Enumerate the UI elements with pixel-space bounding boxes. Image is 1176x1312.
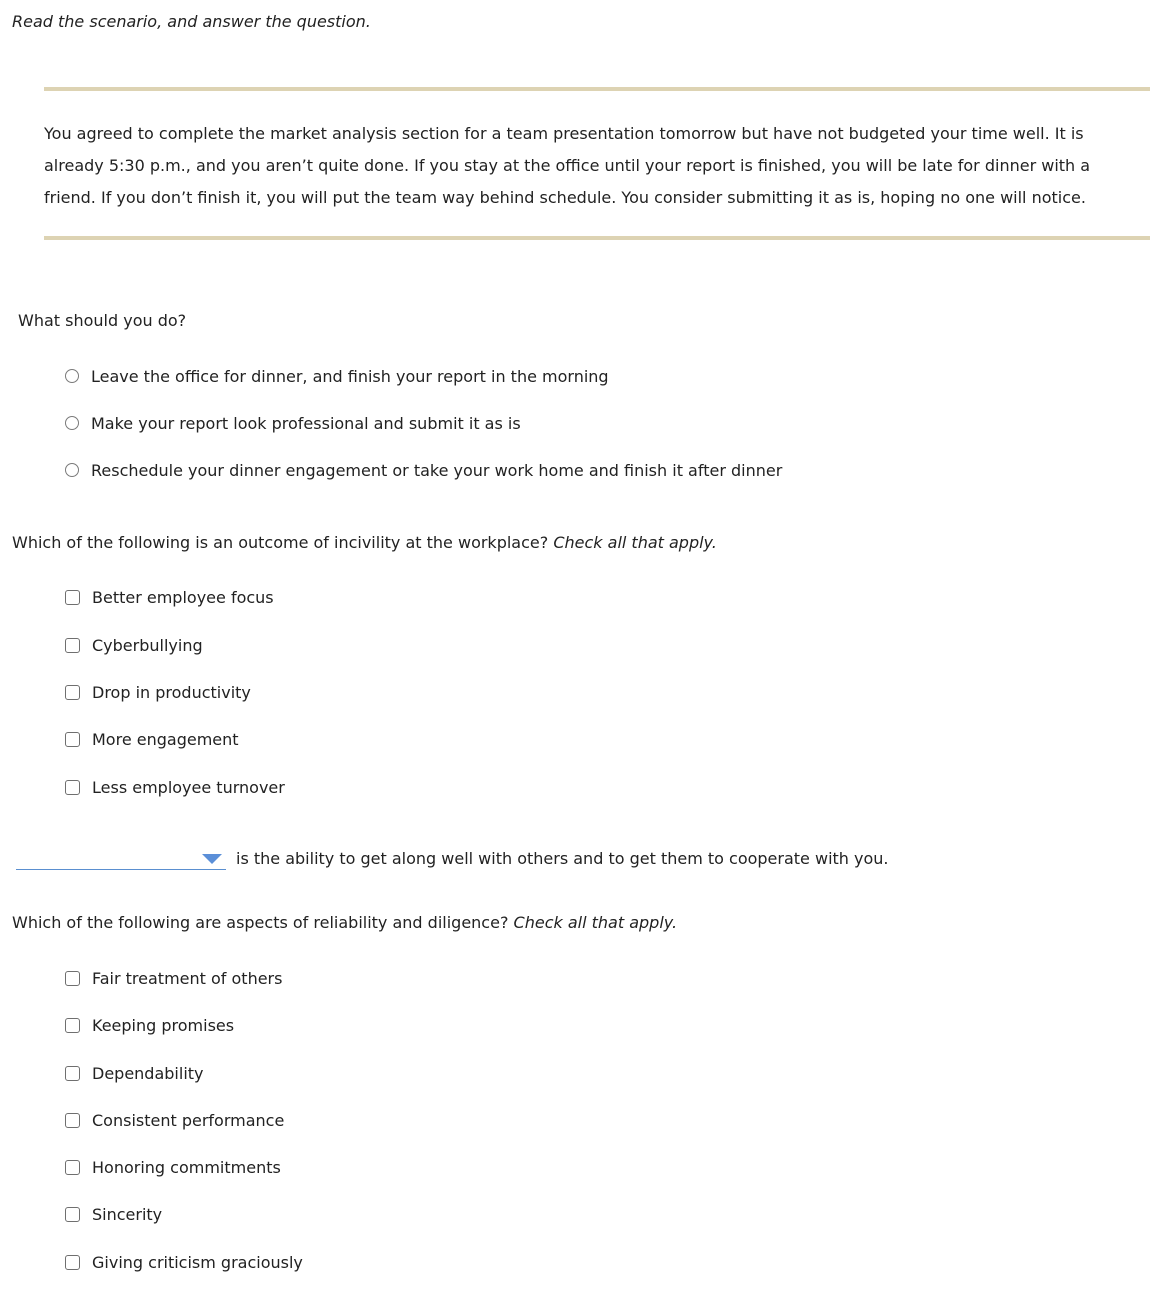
q2-option-5[interactable]: [65, 775, 285, 799]
q4-prompt-line: [12, 913, 677, 932]
q1-prompt: What should you do?: [18, 311, 187, 330]
checkbox[interactable]: [65, 1207, 80, 1222]
option-label: Consistent performance: [92, 1110, 285, 1130]
q2-prompt: Which of the following is an outcome of incivility at the workplace?: [12, 533, 549, 552]
option-label: More engagement: [92, 729, 239, 749]
option-label: Sincerity: [92, 1204, 163, 1224]
option-label: Giving criticism graciously: [92, 1252, 303, 1272]
checkbox[interactable]: [65, 590, 80, 605]
q4-option-4[interactable]: [65, 1108, 284, 1132]
radio-button[interactable]: [65, 369, 79, 383]
answer-dropdown[interactable]: [16, 848, 226, 870]
checkbox[interactable]: [65, 1066, 80, 1081]
q2-option-4[interactable]: [65, 727, 239, 751]
checkbox[interactable]: [65, 780, 80, 795]
option-label: Less employee turnover: [92, 777, 285, 797]
q3-suffix: is the ability to get along well with others and to get them to cooperate with you.: [236, 849, 889, 868]
checkbox[interactable]: [65, 1018, 80, 1033]
checkbox[interactable]: [65, 1113, 80, 1128]
q1-option-1[interactable]: [65, 364, 609, 388]
option-label: Reschedule your dinner engagement or take your work home and finish it after dinner: [91, 460, 783, 480]
option-label: Dependability: [92, 1063, 204, 1083]
checkbox[interactable]: [65, 638, 80, 653]
q2-hint: Check all that apply.: [553, 533, 717, 552]
q2-option-1[interactable]: [65, 585, 274, 609]
dropdown-arrow-icon[interactable]: [202, 854, 222, 864]
scenario-text: You agreed to complete the market analysis section for a team presentation tomorrow but have not budgeted your time well. It is already 5:30 p.m., and you aren’t quite done. If you stay at the office until your report is finished, you will be late for dinner with a friend. If you don’t finish it, you will put the team way behind schedule. You consider submitting it as is, hoping no one will notice.: [44, 124, 1091, 207]
option-label: Drop in productivity: [92, 682, 251, 702]
radio-button[interactable]: [65, 463, 79, 477]
option-label: Cyberbullying: [92, 635, 203, 655]
checkbox[interactable]: [65, 971, 80, 986]
q1-option-3[interactable]: [65, 458, 782, 482]
q4-prompt: Which of the following are aspects of reliability and diligence?: [12, 913, 509, 932]
radio-button[interactable]: [65, 416, 79, 430]
q4-option-7[interactable]: [65, 1250, 303, 1274]
instructions: Read the scenario, and answer the question.: [12, 12, 371, 31]
option-label: Honoring commitments: [92, 1157, 281, 1177]
q1-option-2[interactable]: [65, 411, 521, 435]
option-label: Make your report look professional and submit it as is: [91, 413, 521, 433]
q4-hint: Check all that apply.: [513, 913, 678, 932]
q4-option-3[interactable]: [65, 1061, 204, 1085]
option-label: Keeping promises: [92, 1015, 235, 1035]
option-label: Leave the office for dinner, and finish your report in the morning: [91, 366, 609, 386]
q4-option-5[interactable]: [65, 1155, 281, 1179]
q4-option-2[interactable]: [65, 1013, 234, 1037]
checkbox[interactable]: [65, 732, 80, 747]
q2-option-3[interactable]: [65, 680, 251, 704]
q4-option-1[interactable]: [65, 966, 282, 990]
checkbox[interactable]: [65, 1160, 80, 1175]
checkbox[interactable]: [65, 1255, 80, 1270]
q2-option-2[interactable]: [65, 633, 203, 657]
scenario-top-rule: [44, 87, 1150, 91]
scenario-bottom-rule: [44, 236, 1150, 240]
q2-prompt-line: [12, 533, 717, 552]
option-label: Better employee focus: [92, 587, 274, 607]
option-label: Fair treatment of others: [92, 968, 283, 988]
checkbox[interactable]: [65, 685, 80, 700]
q4-option-6[interactable]: [65, 1202, 162, 1226]
